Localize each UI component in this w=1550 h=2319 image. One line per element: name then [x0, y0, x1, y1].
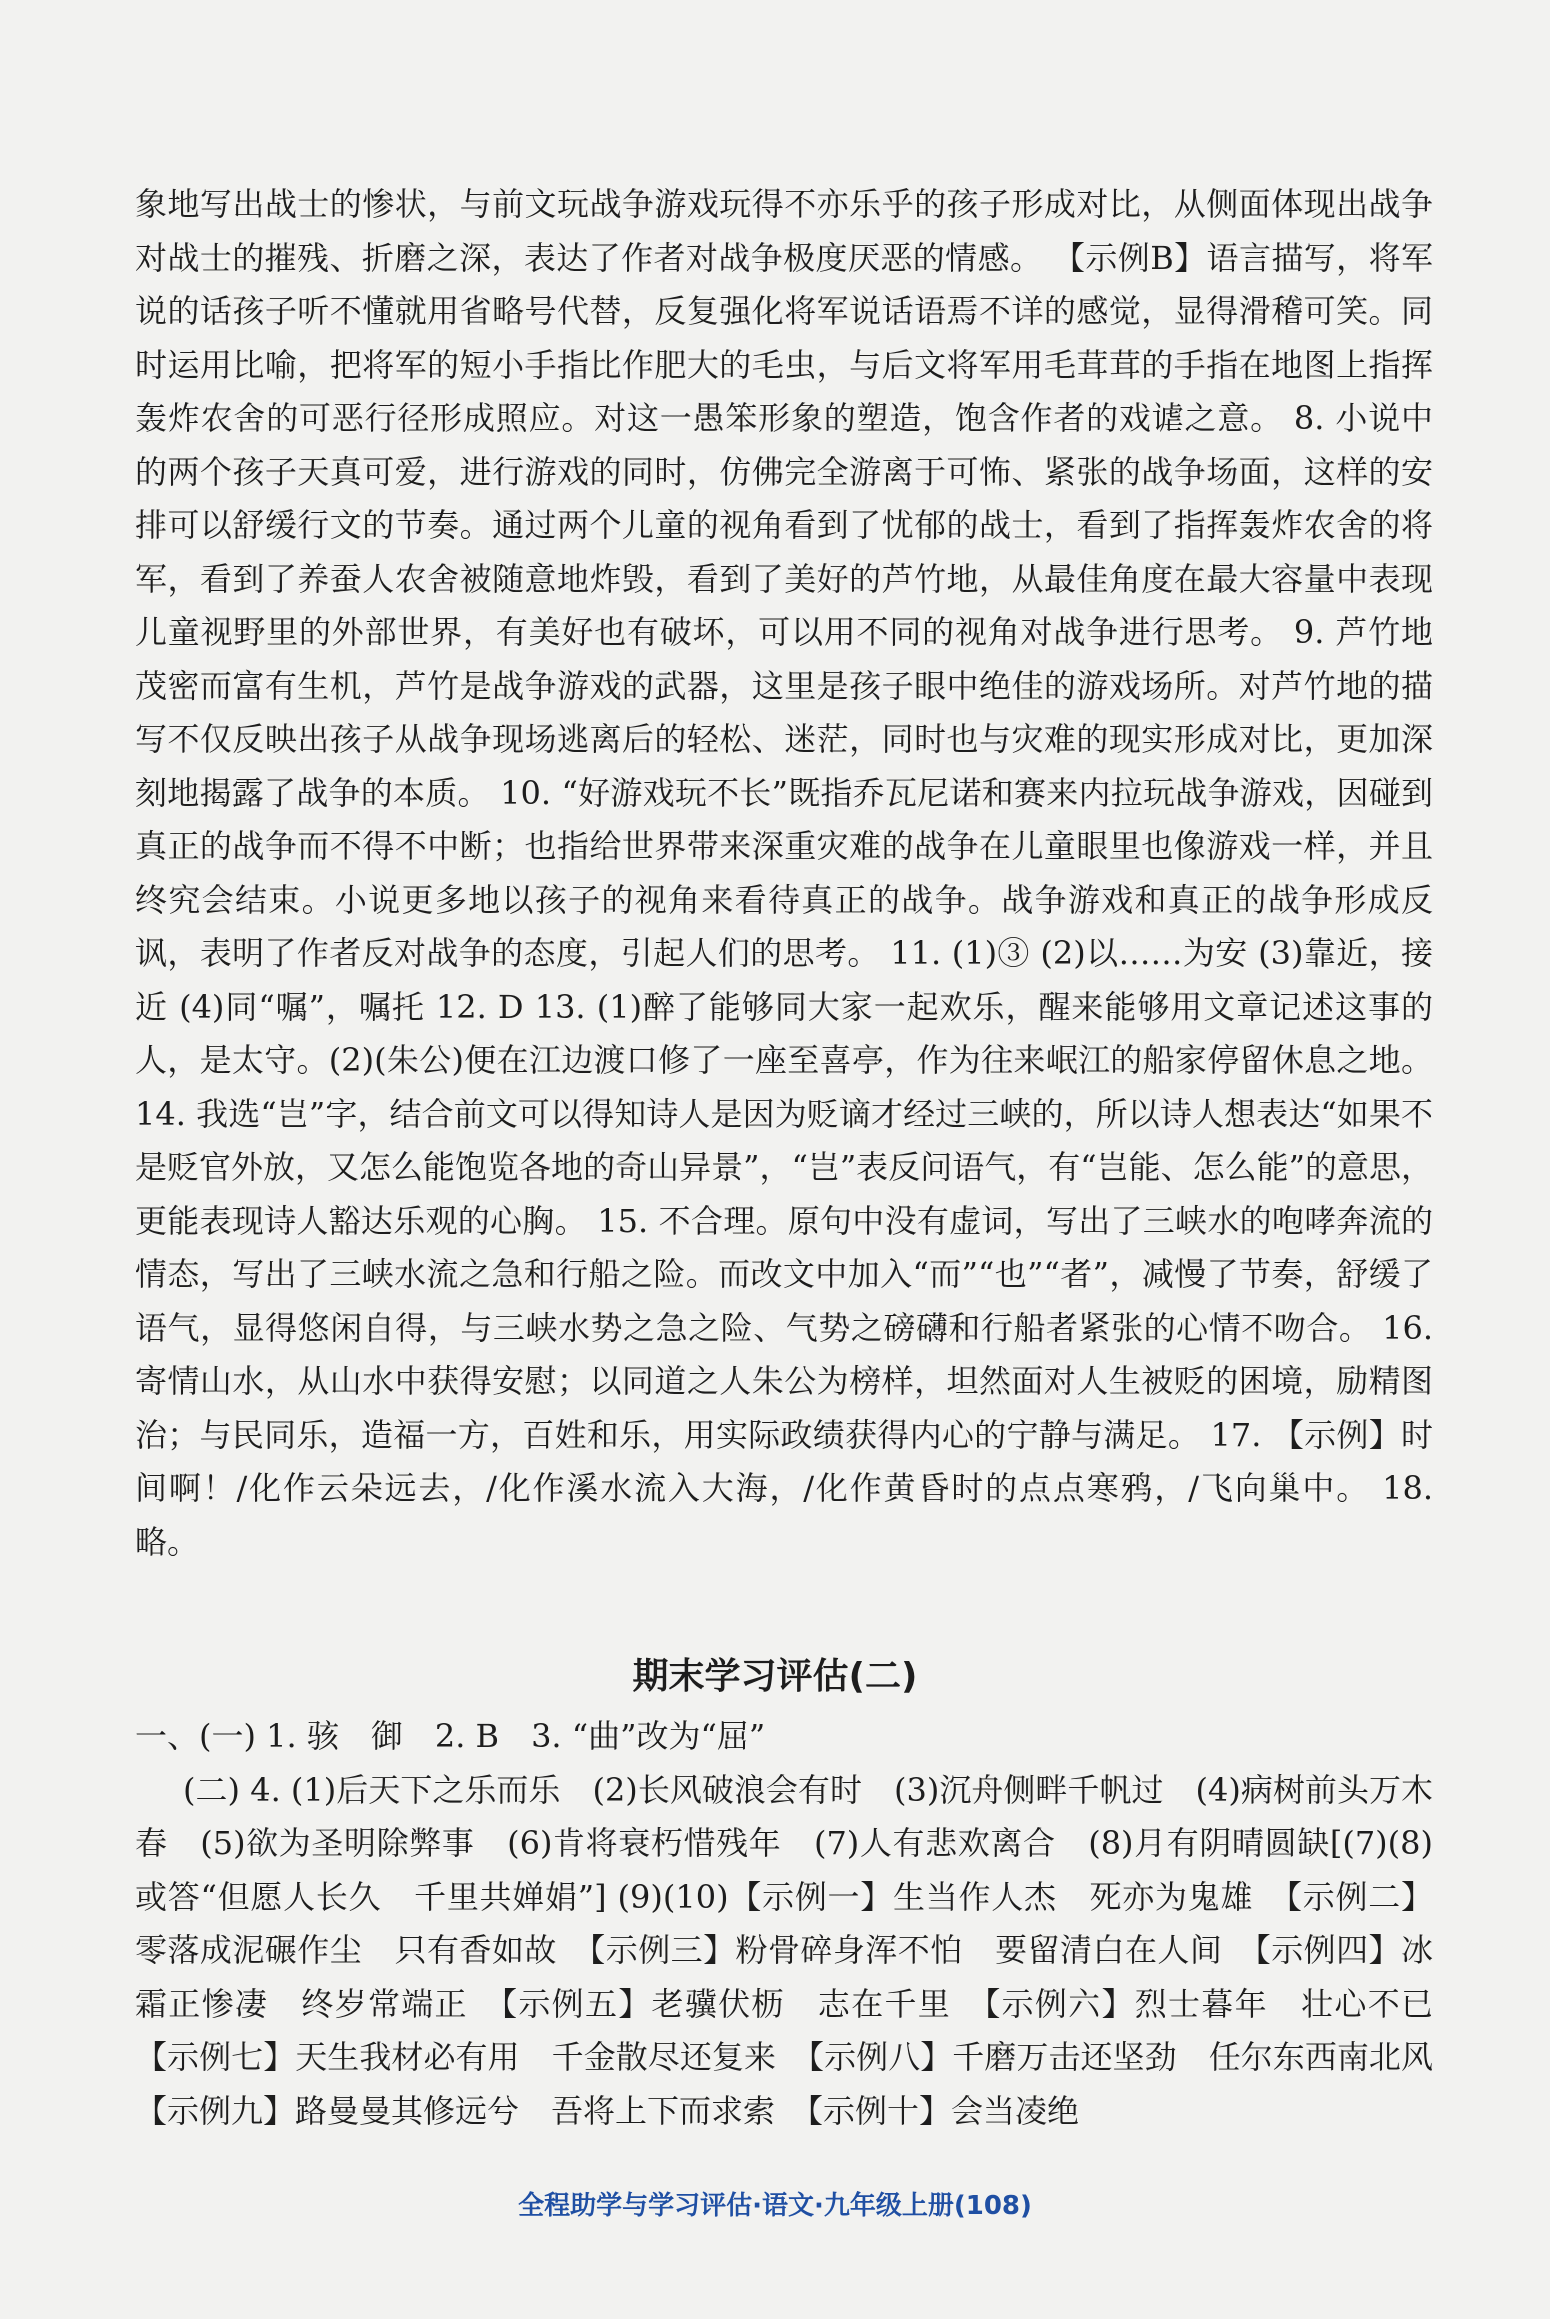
answer-block-part-two: (二) 4. (1)后天下之乐而乐 (2)长风破浪会有时 (3)沉舟侧畔千帆过 (4)病树前头万木春 (5)欲为圣明除弊事 (6)肯将衰朽惜残年 (7)人有悲欢离合 (8)月有阴晴圆缺[(7)(8)或答“但愿人长久 千里共婵娟”] (9)(10)【示例一】生当作人杰 死亦为鬼雄 【示例二】零落成泥碾作尘 只有香如故 【示例三】粉骨碎身浑不怕 要留清白在人间 【示例四】冰霜正惨凄 终岁常端正 【示例五】老骥伏枥 志在千里 【示例六】烈士暮年 壮心不已 【示例七】天生我材必有用 千金散尽还复来 【示例八】千磨万击还坚劲 任尔东西南北风 【示例九】路曼曼其修远兮 吾将上下而求索 【示例十】会当凌绝	[135, 1770, 1466, 2130]
answer-section	[135, 1710, 1466, 2138]
answer-paragraph: 象地写出战士的惨状，与前文玩战争游戏玩得不亦乐乎的孩子形成对比，从侧面体现出战争对战士的摧残、折磨之深，表达了作者对战争极度厌恶的情感。 【示例B】语言描写，将军说的话孩子听不懂就用省略号代替，反复强化将军说话语焉不详的感觉，显得滑稽可笑。同时运用比喻，把将军的短小手指比作肥大的毛虫，与后文将军用毛茸茸的手指在地图上指挥轰炸农舍的可恶行径形成照应。对这一愚笨形象的塑造，饱含作者的戏谑之意。 8. 小说中的两个孩子天真可爱，进行游戏的同时，仿佛完全游离于可怖、紧张的战争场面，这样的安排可以舒缓行文的节奏。通过两个儿童的视角看到了忧郁的战士，看到了指挥轰炸农舍的将军，看到了养蚕人农舍被随意地炸毁，看到了美好的芦竹地，从最佳角度在最大容量中表现儿童视野里的外部世界，有美好也有破坏，可以用不同的视角对战争进行思考。 9. 芦竹地茂密而富有生机，芦竹是战争游戏的武器，这里是孩子眼中绝佳的游戏场所。对芦竹地的描写不仅反映出孩子从战争现场逃离后的轻松、迷茫，同时也与灾难的现实形成对比，更加深刻地揭露了战争的本质。 10. “好游戏玩不长”既指乔瓦尼诺和赛来内拉玩战争游戏，因碰到真正的战争而不得不中断；也指给世界带来深重灾难的战争在儿童眼里也像游戏一样，并且终究会结束。小说更多地以孩子的视角来看待真正的战争。战争游戏和真正的战争形成反讽，表明了作者反对战争的态度，引起人们的思考。 11. (1)③ (2)以……为安 (3)靠近，接近 (4)同“嘱”，嘱托 12. D 13. (1)醉了能够同大家一起欢乐，醒来能够用文章记述这事的人，是太守。(2)(朱公)便在江边渡口修了一座至喜亭，作为往来岷江的船家停留休息之地。 14. 我选“岂”字，结合前文可以得知诗人是因为贬谪才经过三峡的，所以诗人想表达“如果不是贬官外放，又怎么能饱览各地的奇山异景”，“岂”表反问语气，有“岂能、怎么能”的意思，更能表现诗人豁达乐观的心胸。 15. 不合理。原句中没有虚词，写出了三峡水的咆哮奔流的情态，写出了三峡水流之急和行船之险。而改文中加入“而”“也”“者”，减慢了节奏，舒缓了语气，显得悠闲自得，与三峡水势之急之险、气势之磅礴和行船者紧张的心情不吻合。 16. 寄情山水，从山水中获得安慰；以同道之人朱公为榜样，坦然面对人生被贬的困境，励精图治；与民同乐，造福一方，百姓和乐，用实际政绩获得内心的宁静与满足。 17. 【示例】时间啊！/化作云朵远去，/化作溪水流入大海，/化作黄昏时的点点寒鸦，/飞向巢中。 18. 略。	[135, 185, 1433, 1561]
section-title: 期末学习评估(二)	[632, 1656, 918, 1697]
page-footer: 全程助学与学习评估·语文·九年级上册(108)	[518, 2191, 1032, 2221]
answer-line-part-one: 一、(一) 1. 骇 御 2. B 3. “曲”改为“屈”	[135, 1717, 766, 1755]
